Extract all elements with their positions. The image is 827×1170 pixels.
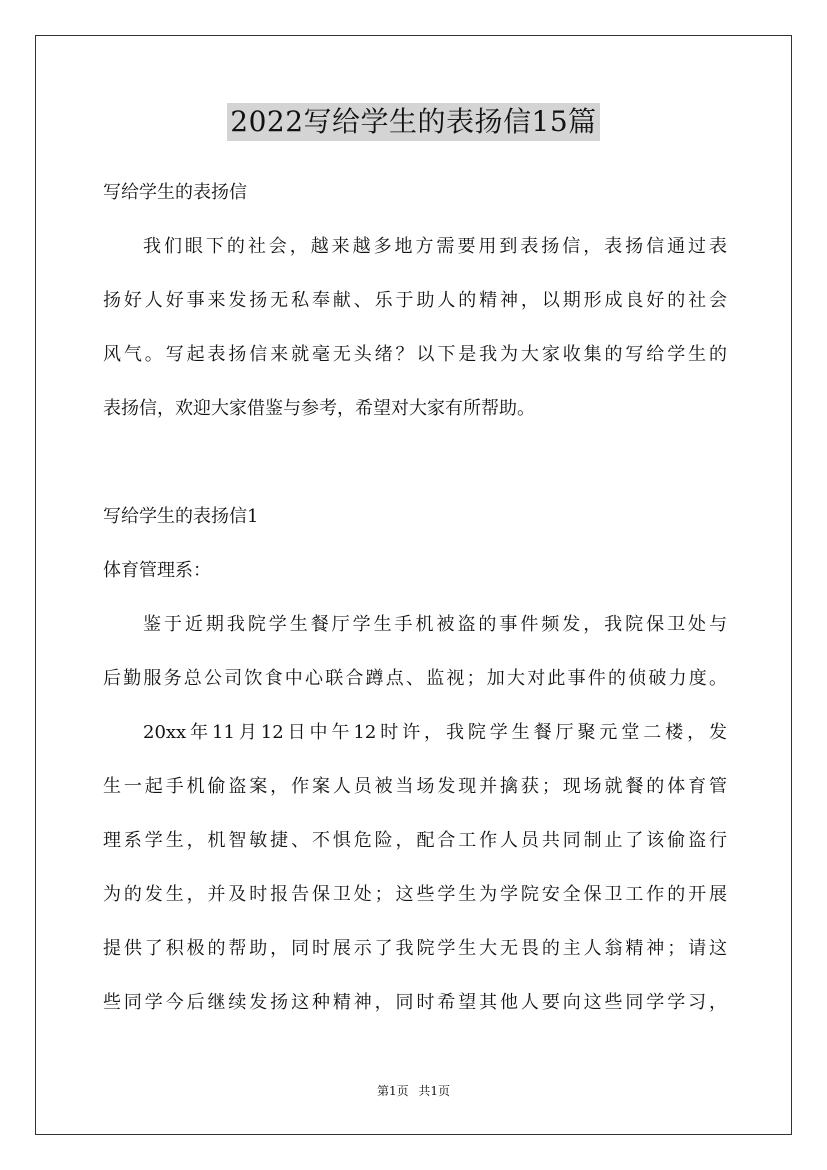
text-line: 后勤服务总公司饮食中心联合蹲点、监视；加大对此事件的侦破力度。: [103, 668, 727, 689]
text-line: 生一起手机偷盗案，作案人员被当场发现并擒获；现场就餐的体育管: [103, 776, 727, 797]
text-line: 我们眼下的社会，越来越多地方需要用到表扬信，表扬信通过表: [143, 236, 727, 257]
text-line: 体育管理系：: [103, 560, 211, 581]
text-line: 风气。写起表扬信来就毫无头绪？以下是我为大家收集的写给学生的: [103, 344, 727, 365]
text-line: 扬好人好事来发扬无私奉献、乐于助人的精神，以期形成良好的社会: [103, 290, 727, 311]
text-line: 写给学生的表扬信: [103, 182, 247, 203]
text-line: 些同学今后继续发扬这种精神，同时希望其他人要向这些同学学习，: [103, 992, 727, 1013]
text-line: 20xx年11月12日中午12时许，我院学生餐厅聚元堂二楼，发: [143, 722, 727, 743]
text-line: 理系学生，机智敏捷、不惧危险，配合工作人员共同制止了该偷盗行: [103, 830, 727, 851]
text-line: 鉴于近期我院学生餐厅学生手机被盗的事件频发，我院保卫处与: [143, 614, 727, 635]
document-title: 2022写给学生的表扬信15篇: [227, 103, 599, 141]
page-total: 共1页: [418, 1084, 451, 1098]
document-body: [103, 166, 727, 1030]
title-container: [0, 103, 827, 141]
text-line: 为的发生，并及时报告保卫处；这些学生为学院安全保卫工作的开展: [103, 884, 727, 905]
text-line: 写给学生的表扬信1: [103, 506, 259, 527]
paragraph-gap: [103, 436, 727, 490]
page-number: 第1页: [376, 1084, 409, 1098]
text-line: 表扬信，欢迎大家借鉴与参考，希望对大家有所帮助。: [103, 398, 535, 419]
page-footer: [0, 1082, 827, 1099]
text-line: 提供了积极的帮助，同时展示了我院学生大无畏的主人翁精神；请这: [103, 938, 727, 959]
